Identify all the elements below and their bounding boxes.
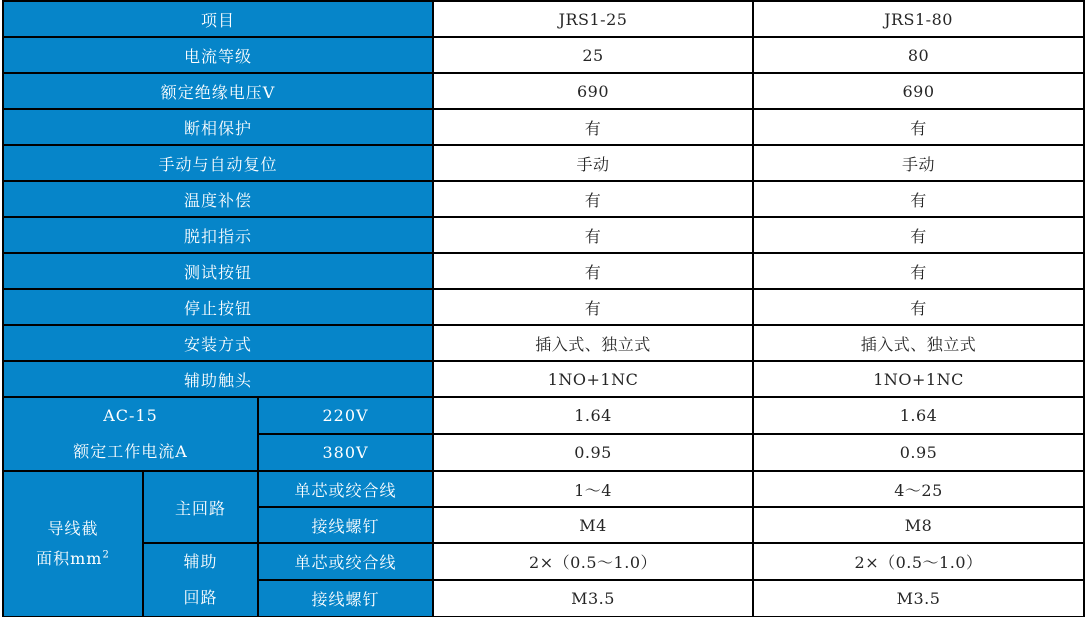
row-label: 单芯或绞合线 bbox=[258, 543, 433, 580]
cell-value: 有 bbox=[753, 181, 1084, 217]
row-label: 测试按钮 bbox=[3, 253, 433, 289]
cell-value: 有 bbox=[753, 109, 1084, 145]
subgroup-label-line: 回路 bbox=[183, 588, 218, 607]
cell-value: 插入式、独立式 bbox=[753, 325, 1084, 361]
cell-value: 1.64 bbox=[433, 397, 753, 434]
row-label: 辅助触头 bbox=[3, 361, 433, 397]
subgroup-label-main-circuit: 主回路 bbox=[143, 471, 258, 543]
group-label-line: 额定工作电流A bbox=[73, 442, 188, 461]
cell-value: 有 bbox=[433, 253, 753, 289]
table-row bbox=[3, 109, 1084, 145]
row-label: 手动与自动复位 bbox=[3, 145, 433, 181]
cell-value: 1NO+1NC bbox=[433, 361, 753, 397]
cell-value: 25 bbox=[433, 37, 753, 73]
cell-value: 1.64 bbox=[753, 397, 1084, 434]
group-label-line: AC-15 bbox=[103, 406, 158, 425]
row-label: 断相保护 bbox=[3, 109, 433, 145]
row-label: 额定绝缘电压V bbox=[3, 73, 433, 109]
table-row bbox=[3, 543, 1084, 580]
header-item: 项目 bbox=[3, 1, 433, 37]
group-label-line: 面积$mm^2$ bbox=[36, 549, 110, 568]
cell-value: 1～4 bbox=[433, 471, 753, 507]
table-row bbox=[3, 73, 1084, 109]
table-row bbox=[3, 37, 1084, 73]
row-label: 电流等级 bbox=[3, 37, 433, 73]
header-model-jrs1-80: JRS1-80 bbox=[753, 1, 1084, 37]
table-row bbox=[3, 181, 1084, 217]
cell-value: 0.95 bbox=[753, 434, 1084, 471]
row-label: 温度补偿 bbox=[3, 181, 433, 217]
table-row bbox=[3, 397, 1084, 434]
row-label-380v: 380V bbox=[258, 434, 433, 471]
table-row bbox=[3, 253, 1084, 289]
table-row bbox=[3, 217, 1084, 253]
cell-value: 有 bbox=[753, 289, 1084, 325]
cell-value: 2×（0.5～1.0） bbox=[433, 543, 753, 580]
cell-value: M8 bbox=[753, 507, 1084, 543]
cell-value: 有 bbox=[753, 217, 1084, 253]
cell-value: 2×（0.5～1.0） bbox=[753, 543, 1084, 580]
cell-value: 手动 bbox=[753, 145, 1084, 181]
cell-value: 0.95 bbox=[433, 434, 753, 471]
table-row bbox=[3, 289, 1084, 325]
subgroup-label-aux-circuit bbox=[143, 543, 258, 617]
cell-value: M3.5 bbox=[753, 580, 1084, 617]
row-label-220v: 220V bbox=[258, 397, 433, 434]
cell-value: 690 bbox=[753, 73, 1084, 109]
row-label: 接线螺钉 bbox=[258, 580, 433, 617]
header-model-jrs1-25: JRS1-25 bbox=[433, 1, 753, 37]
subgroup-label-line: 辅助 bbox=[183, 552, 218, 571]
cell-value: 手动 bbox=[433, 145, 753, 181]
cell-value: 有 bbox=[433, 217, 753, 253]
row-label: 脱扣指示 bbox=[3, 217, 433, 253]
group-label-line: 导线截 bbox=[47, 519, 99, 538]
table-row bbox=[3, 145, 1084, 181]
cell-value: 690 bbox=[433, 73, 753, 109]
row-label: 接线螺钉 bbox=[258, 507, 433, 543]
table-row bbox=[3, 471, 1084, 507]
cell-value: 4～25 bbox=[753, 471, 1084, 507]
table-row bbox=[3, 361, 1084, 397]
group-label-ac15 bbox=[3, 397, 258, 471]
table-row-header bbox=[3, 1, 1084, 37]
spec-table bbox=[2, 0, 1085, 617]
row-label: 单芯或绞合线 bbox=[258, 471, 433, 507]
cell-value: 80 bbox=[753, 37, 1084, 73]
cell-value: M3.5 bbox=[433, 580, 753, 617]
row-label: 安装方式 bbox=[3, 325, 433, 361]
row-label: 停止按钮 bbox=[3, 289, 433, 325]
group-label-conductor bbox=[3, 471, 143, 617]
cell-value: 有 bbox=[433, 289, 753, 325]
cell-value: 有 bbox=[753, 253, 1084, 289]
cell-value: 1NO+1NC bbox=[753, 361, 1084, 397]
cell-value: 有 bbox=[433, 181, 753, 217]
table-row bbox=[3, 325, 1084, 361]
cell-value: 有 bbox=[433, 109, 753, 145]
cell-value: M4 bbox=[433, 507, 753, 543]
cell-value: 插入式、独立式 bbox=[433, 325, 753, 361]
superscript-2: 2 bbox=[102, 549, 110, 561]
